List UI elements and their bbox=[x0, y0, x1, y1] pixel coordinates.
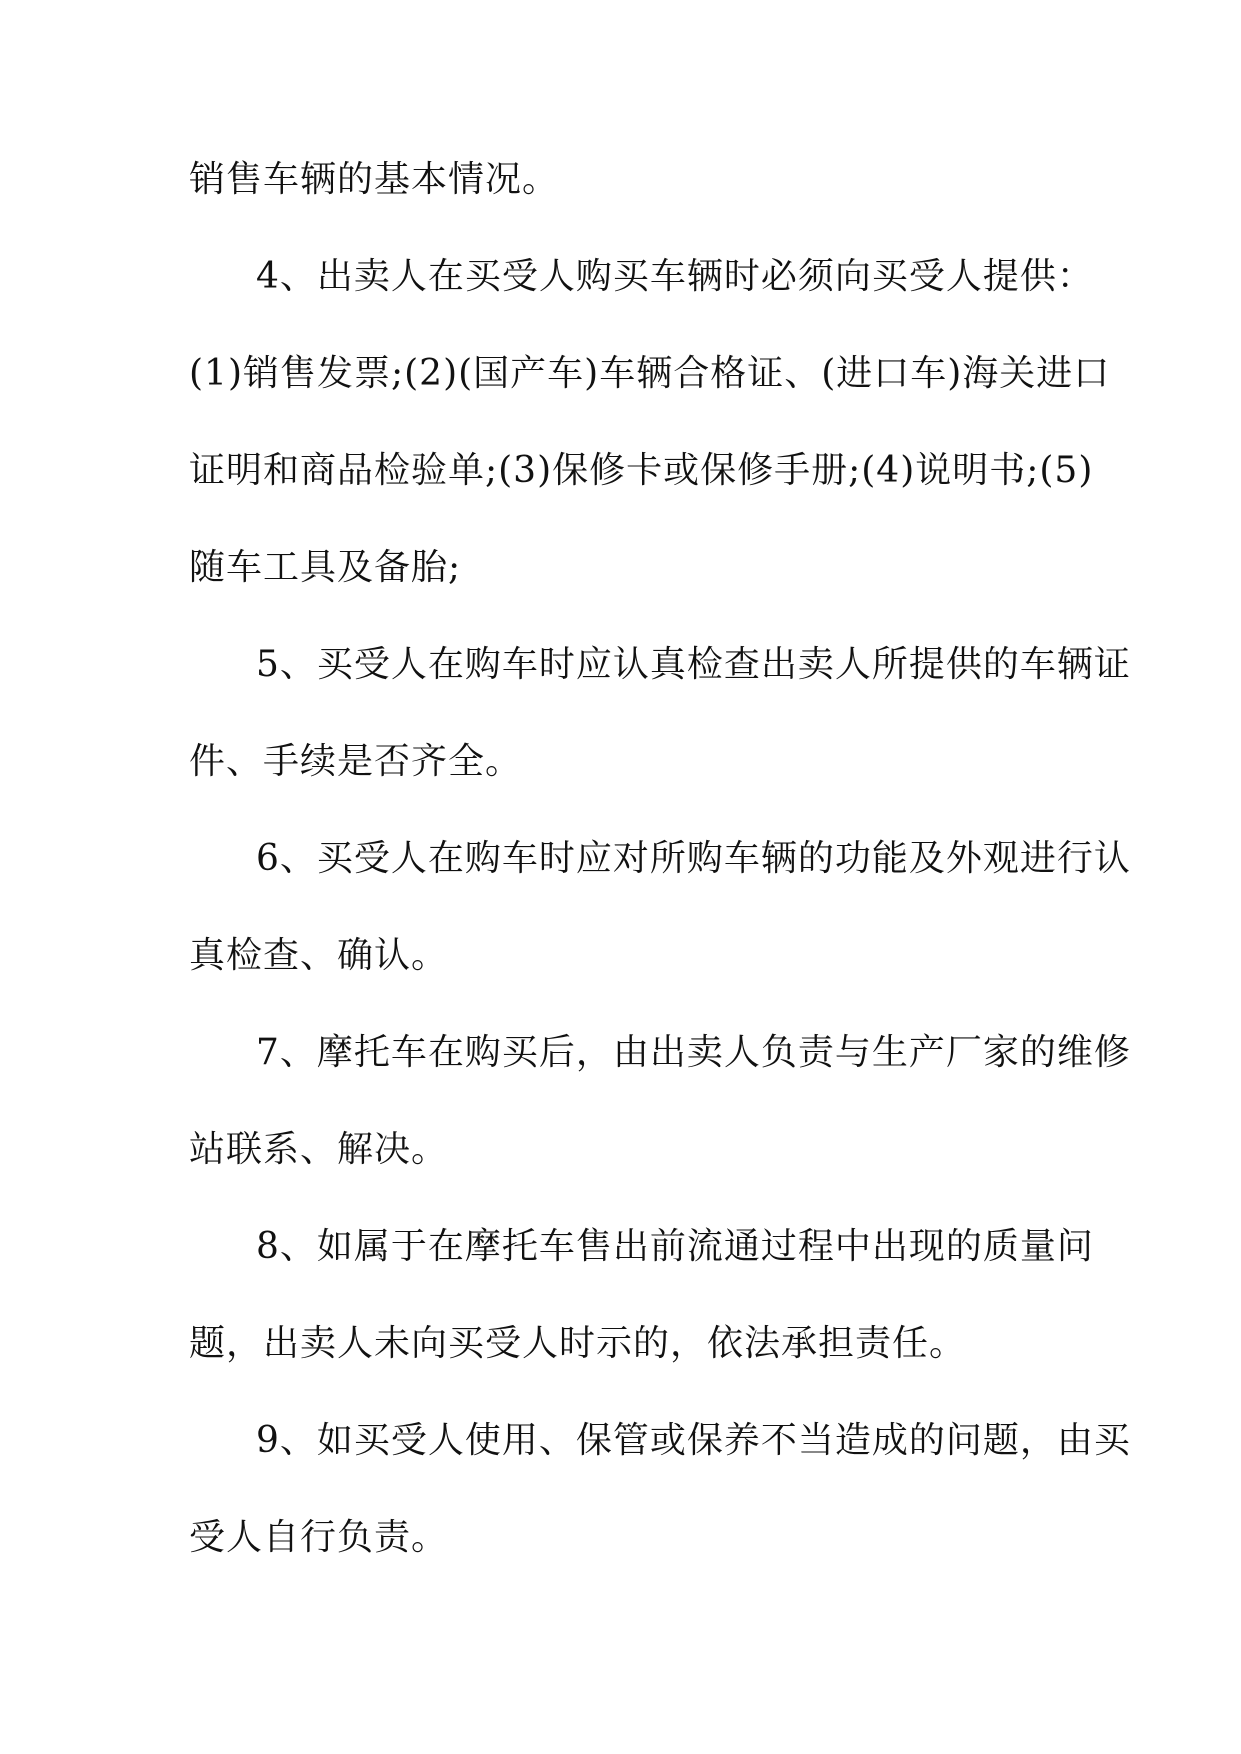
paragraph-line: 销售车辆的基本情况。 bbox=[189, 159, 560, 200]
paragraph-line: 随车工具及备胎; bbox=[189, 547, 462, 588]
paragraph-line: 5、买受人在购车时应认真检查出卖人所提供的车辆证 bbox=[256, 644, 1131, 685]
paragraph-line: 件、手续是否齐全。 bbox=[189, 741, 523, 782]
paragraph-line: 6、买受人在购车时应对所购车辆的功能及外观进行认 bbox=[256, 838, 1131, 879]
paragraph-line: 证明和商品检验单;(3)保修卡或保修手册;(4)说明书;(5) bbox=[189, 450, 1094, 491]
paragraph-line: 站联系、解决。 bbox=[189, 1129, 449, 1170]
paragraph-line: 题，出卖人未向买受人时示的，依法承担责任。 bbox=[189, 1323, 967, 1364]
paragraph-line: (1)销售发票;(2)(国产车)车辆合格证、(进口车)海关进口 bbox=[189, 353, 1111, 394]
paragraph-line: 真检查、确认。 bbox=[189, 935, 449, 976]
paragraph-line: 8、如属于在摩托车售出前流通过程中出现的质量问 bbox=[256, 1226, 1094, 1267]
paragraph-line: 9、如买受人使用、保管或保养不当造成的问题，由买 bbox=[256, 1420, 1131, 1461]
paragraph-line: 7、摩托车在购买后，由出卖人负责与生产厂家的维修 bbox=[256, 1032, 1131, 1073]
paragraph-line: 受人自行负责。 bbox=[189, 1517, 449, 1558]
paragraph-line: 4、出卖人在买受人购买车辆时必须向买受人提供： bbox=[256, 256, 1094, 297]
